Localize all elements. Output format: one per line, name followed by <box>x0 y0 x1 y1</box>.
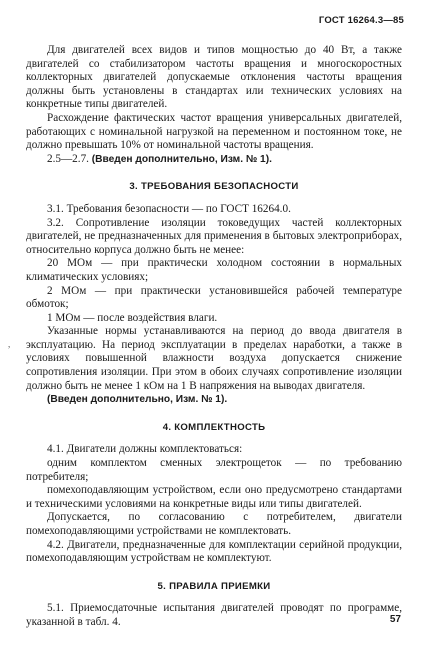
amendment-note: (Введен дополнительно, Изм. № 1). <box>91 153 272 165</box>
paragraph: Допускается, по согласованию с потребителем, двигатели помехоподавляющими устройствами не комплектовать. <box>26 511 402 537</box>
section-title: 3. ТРЕБОВАНИЯ БЕЗОПАСНОСТИ <box>129 181 299 193</box>
amendment-line <box>26 393 402 407</box>
paragraph: 20 МОм — при практически холодном состоянии в нормальных климатических условиях; <box>26 257 402 283</box>
clause-range: 2.5—2.7. <box>47 152 92 165</box>
standard-code-header: ГОСТ 16264.3—85 <box>318 15 404 26</box>
paragraph: помехоподавляющим устройством, если оно предусмотрено стандартами и техническими условиями на конкретные виды или типы двигателей. <box>26 484 402 510</box>
paragraph: Расхождение фактических частот вращения универсальных двигателей, работающих с номинальной нагрузкой на переменном и постоянном токе, не должно превышать 10% от номинальной частоты вращения. <box>26 111 402 152</box>
paragraph: Для двигателей всех видов и типов мощностью до 40 Вт, а также двигателей со стабилизатором частоты вращения и многоскоростных коллекторных двигателей допускаемые отклонения частоты вращения должны быть установлены в стандартах или технических условиях на конкретные типы двигателей. <box>26 44 402 111</box>
amendment-note: (Введен дополнительно, Изм. № 1). <box>47 394 228 406</box>
paragraph: 5.1. Приемосдаточные испытания двигателей проводят по программе, указанной в табл. 4. <box>26 602 402 628</box>
document-body <box>26 44 402 630</box>
paragraph: 4.1. Двигатели должны комплектоваться: <box>47 443 243 456</box>
paragraph: 3.1. Требования безопасности — по ГОСТ 16264.0. <box>47 202 291 215</box>
paragraph: одним комплектом сменных электрощеток — по требованию потребителя; <box>26 457 402 483</box>
paragraph: Указанные нормы устанавливаются на период до ввода двигателя в эксплуатацию. На период эксплуатации в пределах наработки, а также в условиях повышенной влажности воздуха допускается снижение сопротивления изоляции. При этом в обоих случаях сопротивление изоляции должно быть не менее 1 кОм на 1 В напряжения на выводах двигателя. <box>26 325 402 392</box>
amendment-line <box>26 153 402 167</box>
section-title: 5. ПРАВИЛА ПРИЕМКИ <box>157 580 271 592</box>
paragraph: 3.2. Сопротивление изоляции токоведущих частей коллекторных двигателей, не предназначенных для применения в бытовых электроприборах, относительно корпуса должно быть не менее: <box>26 216 402 256</box>
page-number: 57 <box>389 614 401 625</box>
paragraph: 2 МОм — при практически установившейся рабочей температуре обмоток; <box>26 284 402 311</box>
paragraph: 1 МОм — после воздействия влаги. <box>47 311 218 324</box>
margin-mark: , <box>8 339 11 349</box>
section-title: 4. КОМПЛЕКТНОСТЬ <box>162 421 266 433</box>
paragraph: 4.2. Двигатели, предназначенные для комплектации серийной продукции, помехоподавляющим устройствам не комплектуют. <box>26 538 402 565</box>
